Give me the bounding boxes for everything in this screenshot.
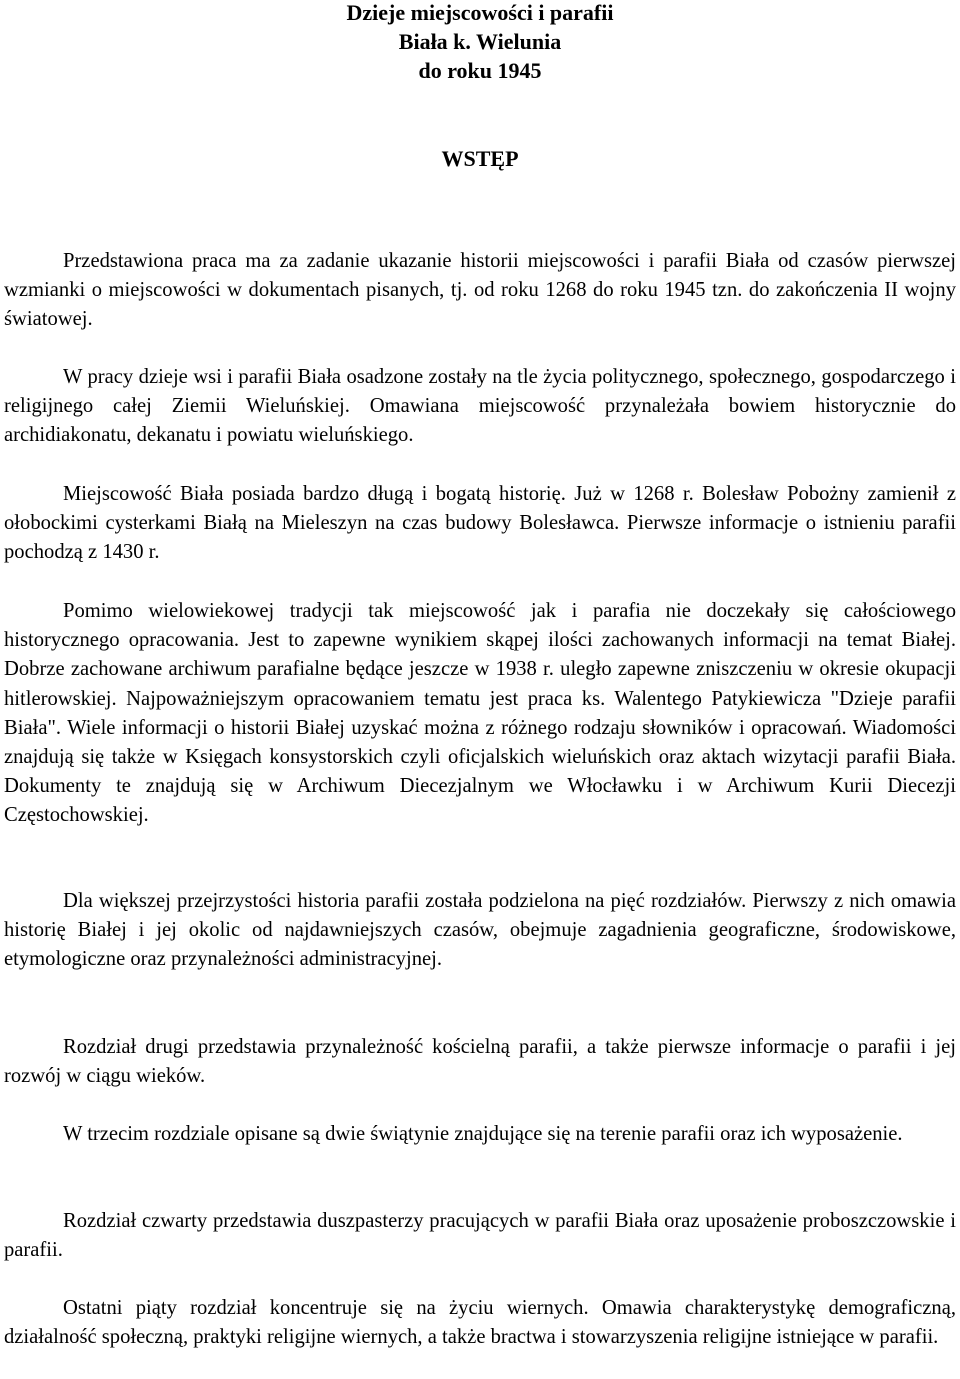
title-line-1: Dzieje miejscowości i parafii (346, 0, 614, 25)
paragraph-6: Rozdział drugi przedstawia przynależność kościelną parafii, a także pierwsze informacje o parafii i jej rozwój w ciągu wieków. (4, 1036, 956, 1088)
document-title (0, 0, 960, 85)
paragraph-8: Rozdział czwarty przedstawia duszpasterzy pracujących w parafii Biała oraz uposażenie proboszczowskie i parafii. (4, 1210, 956, 1262)
paragraph-3: Miejscowość Biała posiada bardzo długą i bogatą historię. Już w 1268 r. Bolesław Pobożny zamienił z ołobockimi cysterkami Białą na Mieleszyn na czas budowy Bolesławca. Pierwsze informacje o istnieniu parafii pochodzą z 1430 r. (4, 483, 956, 564)
section-heading: WSTĘP (441, 146, 519, 171)
paragraph-2: W pracy dzieje wsi i parafii Biała osadzone zostały na tle życia politycznego, społecznego, gospodarczego i religijnego całej Ziemii Wieluńskiej. Omawiana miejscowość przynależała bowiem historycznie do archidiakonatu, dekanatu i powiatu wieluńskiego. (4, 366, 956, 447)
paragraph-7: W trzecim rozdziale opisane są dwie świątynie znajdujące się na terenie parafii oraz ich wyposażenie. (63, 1123, 903, 1145)
title-line-3: do roku 1945 (418, 58, 542, 83)
paragraph-4: Pomimo wielowiekowej tradycji tak miejscowość jak i parafia nie doczekały się całościowego historycznego opracowania. Jest to zapewne wynikiem skąpej ilości zachowanych informacji na temat Białej. Dobrze zachowane archiwum parafialne będące jeszcze w 1938 r. uległo zapewne zniszczeniu w okresie okupacji hitlerowskiej. Najpoważniejszym opracowaniem tematu jest praca ks. Walentego Patykiewicza "Dzieje parafii Biała". Wiele informacji o historii Białej uzyskać można z różnego rodzaju słowników i opracowań. Wiadomości znajdują się także w Księgach konsystorskich czyli oficjalskich wieluńskich oraz aktach wizytacji parafii Biała. Dokumenty te znajdują się w Archiwum Diecezjalnym we Włocławku i w Archiwum Kurii Diecezji Częstochowskiej. (4, 600, 956, 827)
paragraph-5: Dla większej przejrzystości historia parafii została podzielona na pięć rozdziałów. Pierwszy z nich omawia historię Białej i jej okolic od najdawniejszych czasów, obejmuje zagadnienia geograficzne, środowiskowe, etymologiczne oraz przynależności administracyjnej. (4, 890, 956, 971)
paragraph-9: Ostatni piąty rozdział koncentruje się na życiu wiernych. Omawia charakterystykę demograficzną, działalność społeczną, praktyki religijne wiernych, a także bractwa i stowarzyszenia religijne istniejące w parafii. (4, 1297, 956, 1349)
paragraph-1: Przedstawiona praca ma za zadanie ukazanie historii miejscowości i parafii Biała od czasów pierwszej wzmianki o miejscowości w dokumentach pisanych, tj. od roku 1268 do roku 1945 tzn. do zakończenia II wojny światowej. (4, 250, 956, 331)
title-line-2: Biała k. Wielunia (398, 29, 562, 54)
